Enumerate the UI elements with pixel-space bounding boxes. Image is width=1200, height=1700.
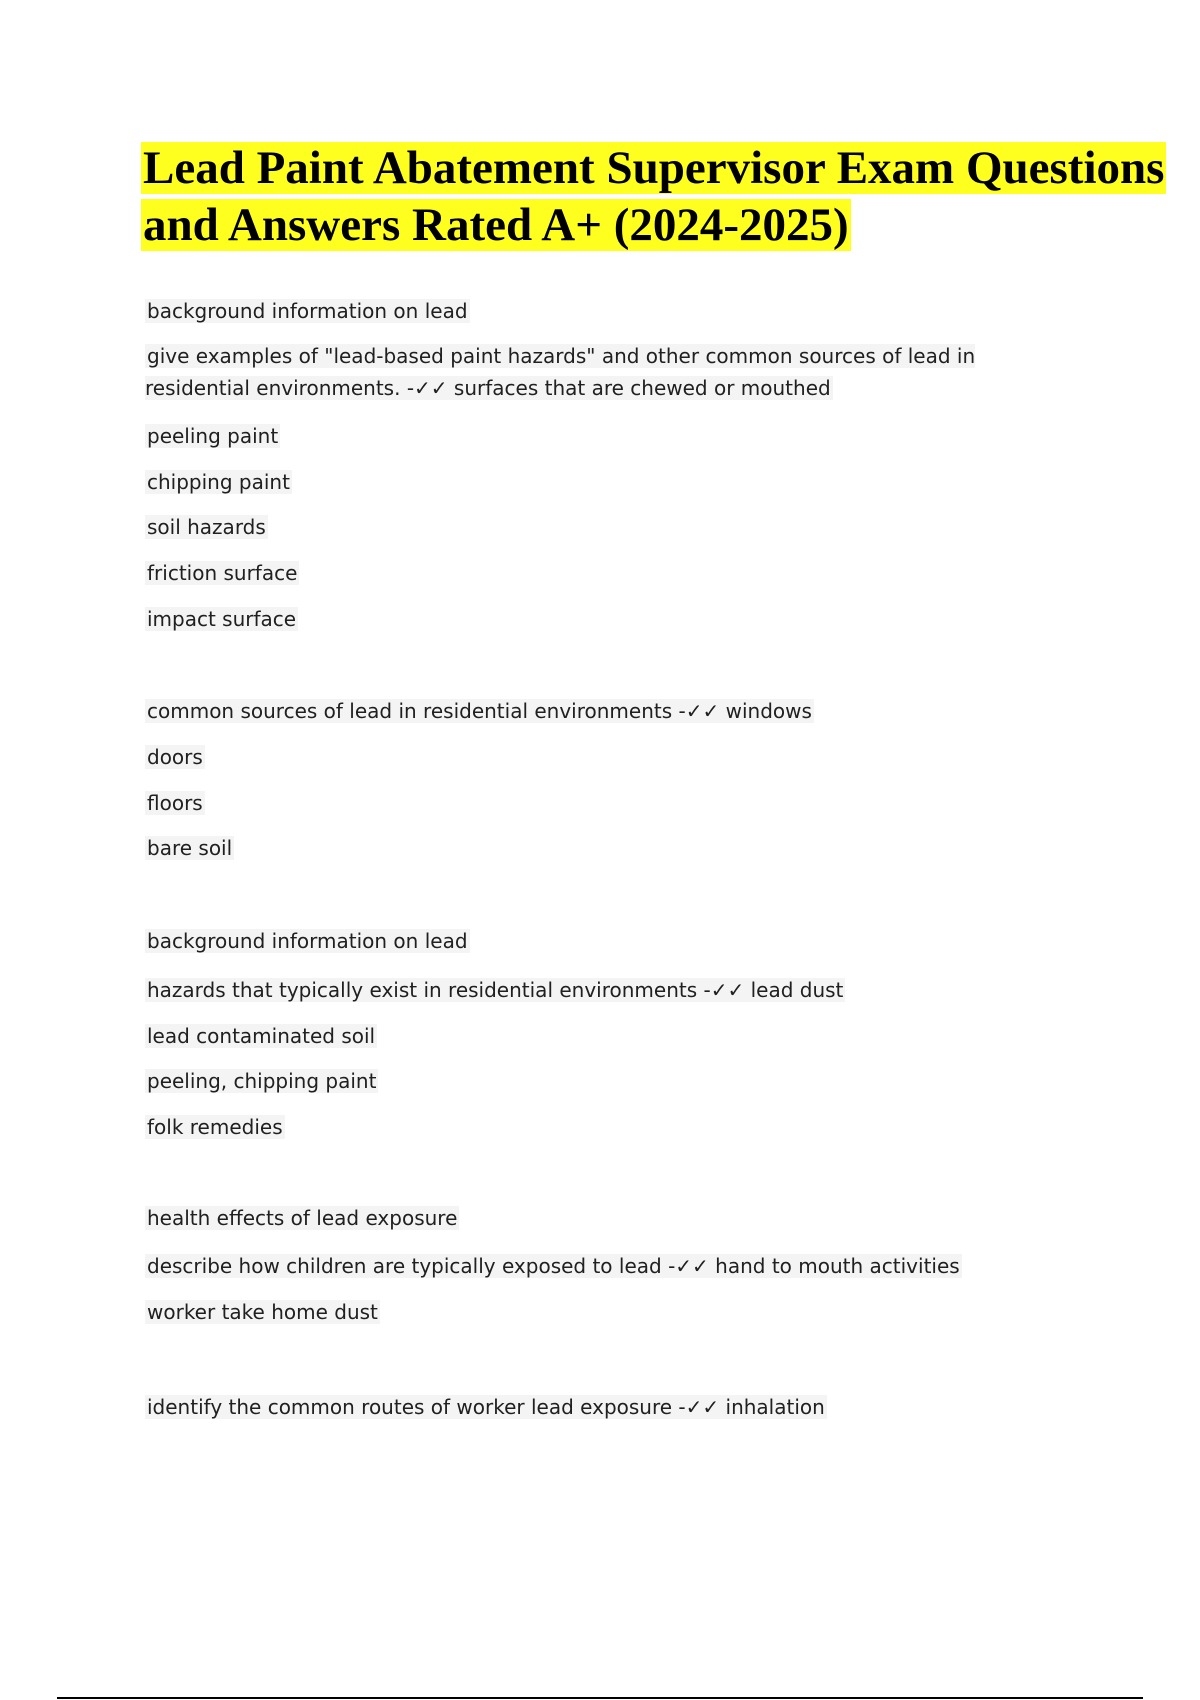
line-text: identify the common routes of worker lead exposure -✓✓ inhalation: [147, 1395, 825, 1419]
question-answer: [145, 695, 814, 727]
line-text: describe how children are typically exposed to lead -✓✓ hand to mouth activities: [147, 1254, 960, 1278]
line-text: folk remedies: [147, 1115, 283, 1139]
line-text: hazards that typically exist in residential environments -✓✓ lead dust: [147, 978, 844, 1002]
line-text: peeling, chipping paint: [147, 1069, 377, 1093]
question-answer: [145, 1250, 962, 1282]
answer-item: [145, 741, 205, 773]
answer-item: [145, 511, 268, 543]
line-text: chipping paint: [147, 470, 290, 494]
section-heading: [145, 295, 470, 327]
line-text: friction surface: [147, 561, 298, 585]
section-heading: [145, 925, 470, 957]
answer-item: [145, 787, 205, 819]
answer-item: [145, 1020, 377, 1052]
answer-item: [145, 1111, 285, 1143]
line-text: background information on lead: [147, 299, 468, 323]
document-title-text: Lead Paint Abatement Supervisor Exam Questions and Answers Rated A+ (2024-2025): [143, 142, 1165, 251]
question-answer: [145, 1391, 827, 1423]
footer-divider: [57, 1697, 1143, 1699]
line-text: doors: [147, 745, 203, 769]
line-text: background information on lead: [147, 929, 468, 953]
answer-item: [145, 1296, 380, 1328]
answer-item: [145, 557, 299, 589]
question-answer: [145, 340, 1085, 404]
section-heading: [145, 1202, 459, 1234]
line-text: floors: [147, 791, 203, 815]
answer-item: [145, 603, 298, 635]
line-text: give examples of "lead-based paint hazards" and other common sources of lead in residential environments. -✓✓ surfaces that are chewed or mouthed: [145, 344, 976, 400]
answer-item: [145, 466, 292, 498]
answer-item: [145, 832, 234, 864]
line-text: worker take home dust: [147, 1300, 378, 1324]
line-text: impact surface: [147, 607, 297, 631]
line-text: health effects of lead exposure: [147, 1206, 458, 1230]
line-text: peeling paint: [147, 424, 279, 448]
answer-item: [145, 420, 280, 452]
line-text: lead contaminated soil: [147, 1024, 376, 1048]
line-text: soil hazards: [147, 515, 266, 539]
line-text: bare soil: [147, 836, 233, 860]
question-answer: [145, 974, 845, 1006]
document-title: [141, 140, 1181, 254]
answer-item: [145, 1065, 378, 1097]
line-text: common sources of lead in residential environments -✓✓ windows: [147, 699, 812, 723]
